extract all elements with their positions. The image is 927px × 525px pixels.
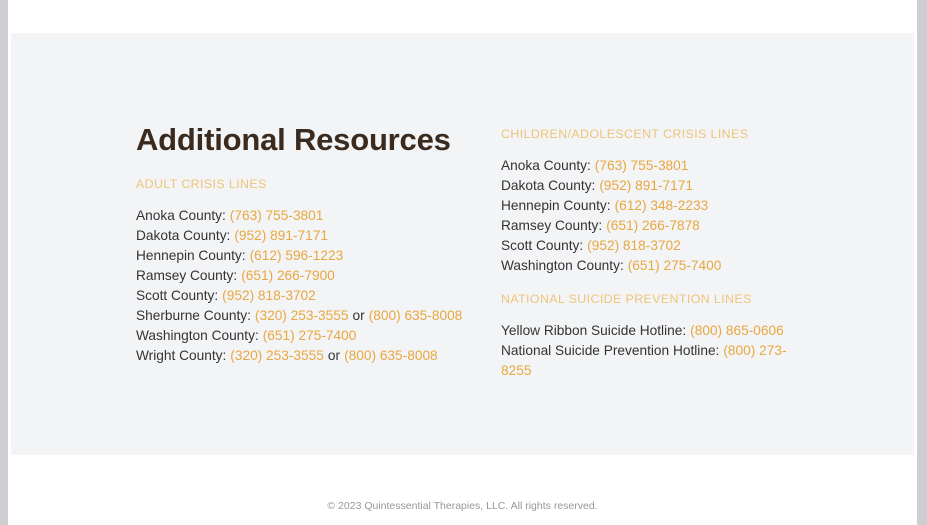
phone-list-item: [501, 321, 789, 341]
phone-list-item: [501, 176, 789, 196]
phone-link[interactable]: (800) 635-8008: [368, 308, 463, 323]
phone-list-item: [136, 306, 501, 326]
phone-link[interactable]: (763) 755-3801: [594, 158, 689, 173]
resource-label: Dakota County:: [136, 228, 231, 243]
phone-list-item: [136, 346, 501, 366]
resources-column-left: [136, 121, 501, 381]
page-title: Additional Resources: [136, 122, 451, 157]
phone-link[interactable]: (651) 266-7900: [241, 268, 335, 283]
resource-label: Wright County:: [136, 348, 227, 363]
phone-list-item: [501, 256, 789, 276]
crisis-lines-group-right: [501, 127, 789, 381]
phone-list: [501, 321, 789, 381]
phone-link[interactable]: (651) 275-7400: [627, 258, 722, 273]
resource-label: Anoka County:: [501, 158, 591, 173]
phone-link[interactable]: (320) 253-3555: [230, 348, 324, 363]
phone-list-item: [136, 226, 501, 246]
phone-list-item: [501, 236, 789, 256]
phone-link[interactable]: (612) 348-2233: [614, 198, 709, 213]
phone-link[interactable]: (952) 891-7171: [234, 228, 328, 243]
phone-link[interactable]: (800) 865-0606: [690, 323, 784, 338]
phone-list-item: [501, 156, 789, 176]
resource-label: Sherburne County:: [136, 308, 251, 323]
phone-link[interactable]: (800) 273-8255: [501, 343, 787, 378]
resource-label: National Suicide Prevention Hotline:: [501, 343, 720, 358]
copyright-text: © 2023 Quintessential Therapies, LLC. All rights reserved.: [327, 500, 598, 512]
section-header: CHILDREN/ADOLESCENT CRISIS LINES: [501, 127, 749, 141]
phone-list-item: [501, 341, 789, 381]
resources-column-right: [501, 121, 789, 381]
phone-list: [501, 156, 789, 276]
resource-label: Hennepin County:: [136, 248, 246, 263]
phone-list-item: [136, 246, 501, 266]
phone-link[interactable]: (320) 253-3555: [254, 308, 349, 323]
phone-list: [136, 206, 501, 366]
resource-label: Yellow Ribbon Suicide Hotline:: [501, 323, 687, 338]
section-header: ADULT CRISIS LINES: [136, 177, 267, 191]
crisis-lines-group-left: [136, 177, 501, 366]
phone-list-item: [501, 196, 789, 216]
resource-label: Scott County:: [136, 288, 219, 303]
resource-label: Dakota County:: [501, 178, 596, 193]
phone-link[interactable]: (651) 275-7400: [262, 328, 357, 343]
phone-link[interactable]: (952) 818-3702: [222, 288, 316, 303]
resource-label: Washington County:: [136, 328, 259, 343]
webpage: [8, 0, 917, 525]
section-header: NATIONAL SUICIDE PREVENTION LINES: [501, 292, 752, 306]
header-bar: [8, 0, 917, 33]
phone-link[interactable]: (763) 755-3801: [229, 208, 324, 223]
phone-link[interactable]: (612) 596-1223: [249, 248, 344, 263]
resource-label: Washington County:: [501, 258, 624, 273]
resources-container: [136, 121, 789, 381]
phone-link[interactable]: (651) 266-7878: [606, 218, 700, 233]
phone-list-item: [136, 206, 501, 226]
phone-link[interactable]: (952) 891-7171: [599, 178, 693, 193]
additional-resources-section: [11, 33, 914, 455]
resource-label: Scott County:: [501, 238, 584, 253]
resource-label: Ramsey County:: [501, 218, 603, 233]
phone-list-item: [136, 266, 501, 286]
resource-label: Hennepin County:: [501, 198, 611, 213]
phone-list-item: [501, 216, 789, 236]
site-footer: [8, 455, 917, 525]
phone-link[interactable]: (800) 635-8008: [344, 348, 438, 363]
resource-label: Anoka County:: [136, 208, 226, 223]
phone-list-item: [136, 286, 501, 306]
phone-list-item: [136, 326, 501, 346]
resource-label: Ramsey County:: [136, 268, 238, 283]
phone-separator: or: [352, 308, 365, 323]
phone-separator: or: [327, 348, 341, 363]
phone-link[interactable]: (952) 818-3702: [587, 238, 681, 253]
